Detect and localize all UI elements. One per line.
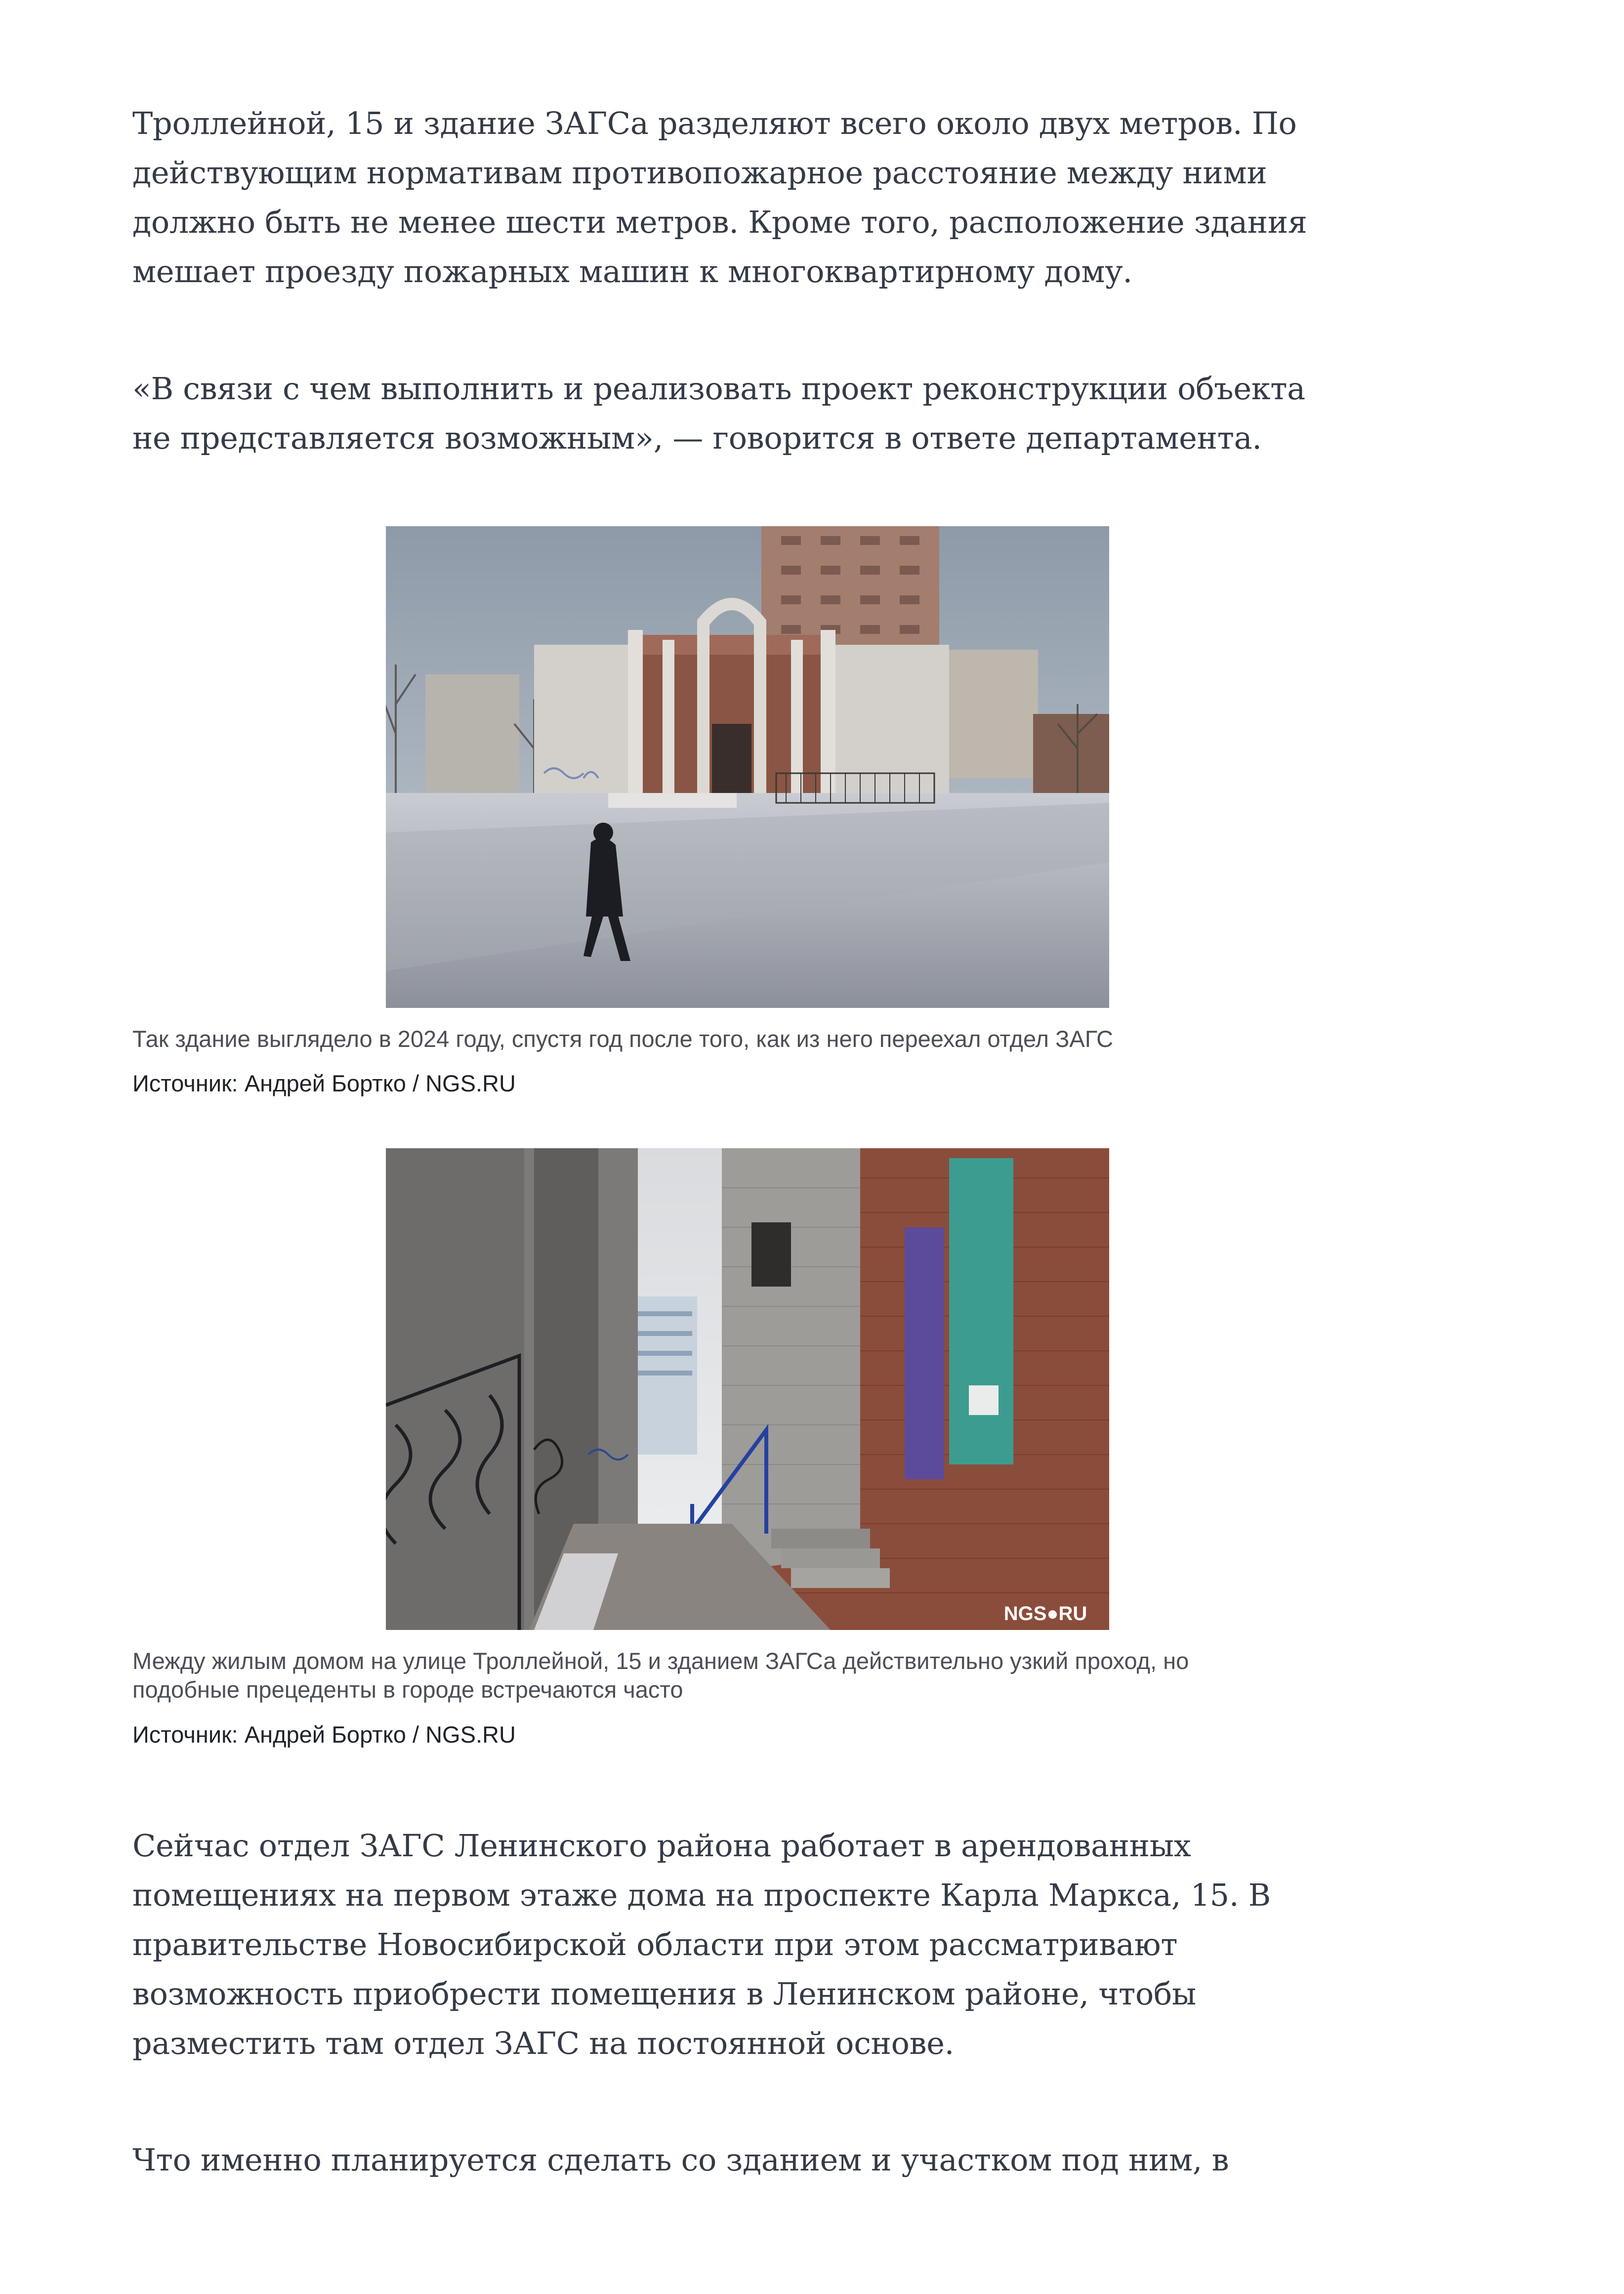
text-line: мешает проезду пожарных машин к многоквартирному дому. [132,253,1132,290]
paragraph-1 [132,99,1397,296]
caption-line: подобные прецеденты в городе встречаются часто [132,1676,683,1703]
text-line: Сейчас отдел ЗАГС Ленинского района работает в арендованных [132,1828,1191,1864]
text-line: правительстве Новосибирской области при этом рассматривают [132,1926,1178,1962]
caption-line: Между жилым домом на улице Троллейной, 15 и зданием ЗАГСа действительно узкий проход, но [132,1648,1189,1674]
paragraph-2-quote [132,364,1397,463]
figure-1-source: Источник: Андрей Бортко / NGS.RU [132,1070,516,1096]
figure-2-source: Источник: Андрей Бортко / NGS.RU [132,1721,516,1748]
photo-zags-building[interactable] [386,526,1109,1008]
figure-1-caption [132,1025,1318,1053]
photo-zags-building-image [386,526,1109,1008]
text-line: разместить там отдел ЗАГС на постоянной основе. [132,2025,955,2061]
text-line: действующим нормативам противопожарное расстояние между ними [132,155,1267,191]
text-line: Троллейной, 15 и здание ЗАГСа разделяют всего около двух метров. По [132,105,1297,141]
text-line: Что именно планируется сделать со зданием и участком под ним, в [132,2142,1229,2178]
text-line: помещениях на первом этаже дома на проспекте Карла Маркса, 15. В [132,1877,1271,1913]
watermark-logo: NGS●RU [1003,1603,1087,1625]
caption-text: Так здание выглядело в 2024 году, спустя год после того, как из него переехал отдел ЗАГС [132,1026,1114,1052]
text-line: не представляется возможным», — говорится в ответе департамента. [132,420,1262,456]
figure-2-caption [132,1647,1318,1704]
photo-narrow-passage-image [386,1148,1109,1630]
text-line: должно быть не менее шести метров. Кроме того, расположение здания [132,204,1307,240]
text-line: возможность приобрести помещения в Ленинском районе, чтобы [132,1976,1196,2012]
text-line: «В связи с чем выполнить и реализовать проект реконструкции объекта [132,371,1305,407]
photo-narrow-passage[interactable] [386,1148,1109,1630]
paragraph-3 [132,1821,1397,2068]
paragraph-4 [132,2135,1397,2185]
